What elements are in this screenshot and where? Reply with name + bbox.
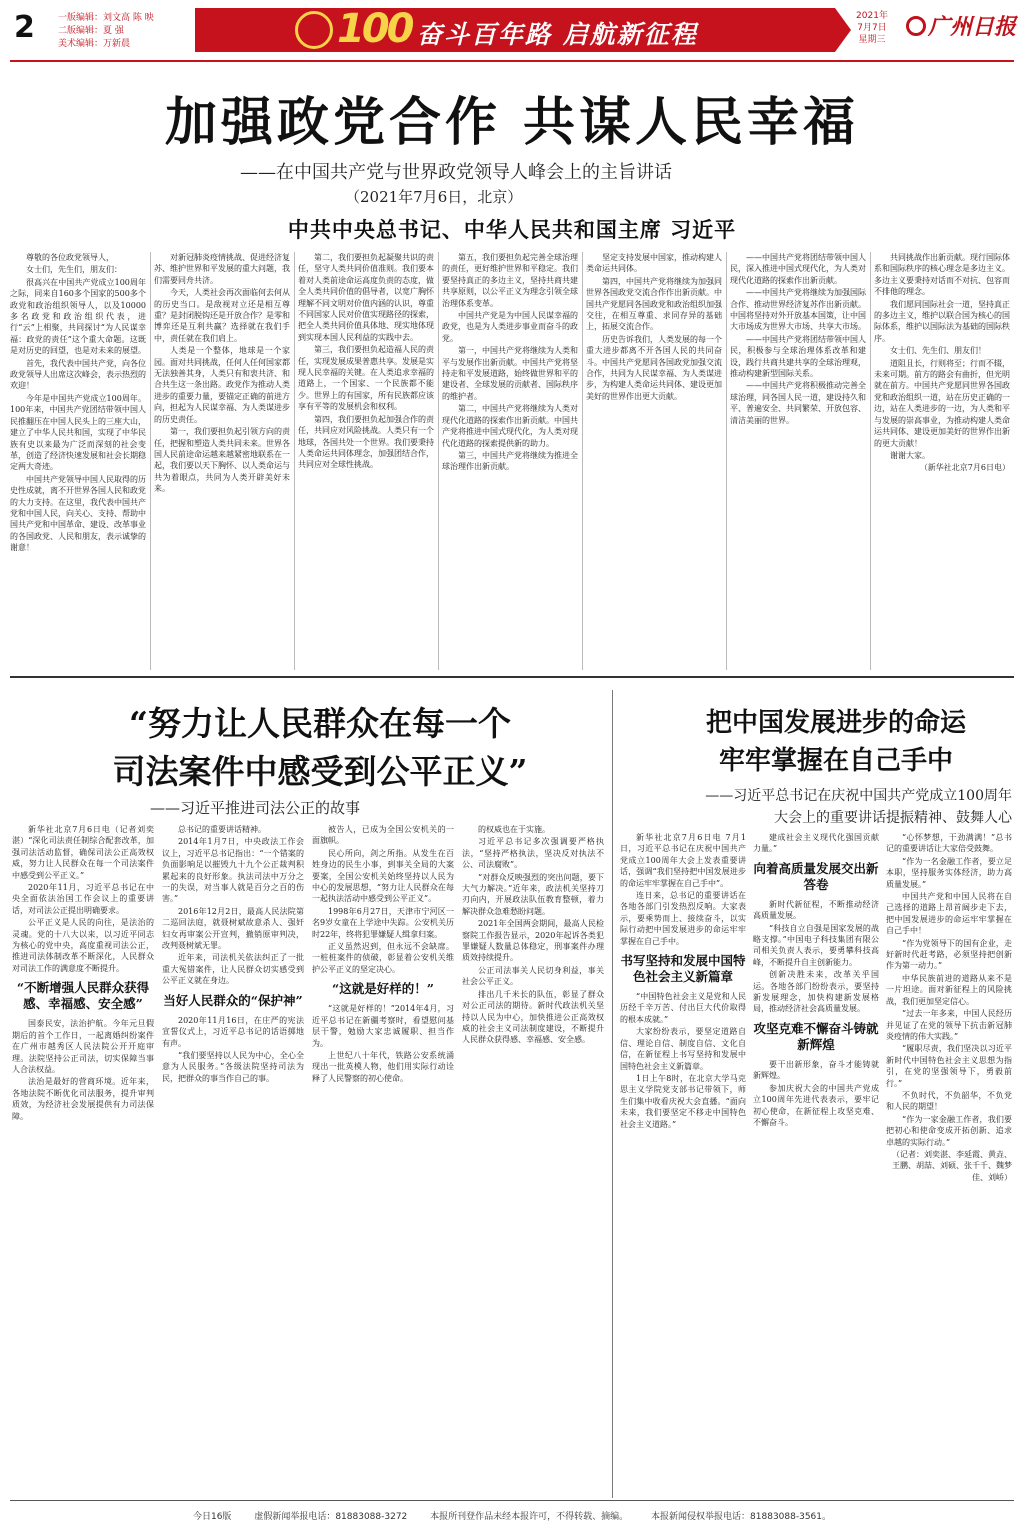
- paragraph: ——中国共产党将团结带领中国人民，深入推进中国式现代化，为人类对现代化道路的探索作出新贡献。: [730, 253, 866, 285]
- paragraph: “我们要坚持以人民为中心，全心全意为人民服务。”各级法院坚持司法为民，把群众的事当作自己的事。: [162, 1050, 304, 1083]
- paragraph: ——中国共产党将继续为加强国际合作、推动世界经济复苏作出新贡献。中国将坚持对外开放基本国策，让中国大市场成为世界大市场、共享大市场。: [730, 288, 866, 332]
- section-subhead: “不断增强人民群众获得感、幸福感、安全感”: [16, 980, 150, 1012]
- paragraph: 第一，我们要担负起引领方向的责任，把握和塑造人类共同未来。世界各国人民前途命运越来越紧密地联系在一起，我们要以天下胸怀、以人类命运与共为着眼点，共同为人类开辟美好未来。: [154, 427, 290, 494]
- editor-line: 二版编辑：夏 强: [58, 26, 124, 36]
- header-divider: [10, 60, 1014, 62]
- paragraph: 第二，我们要担负起凝聚共识的责任，坚守人类共同价值准则。我们要本着对人类前途命运高度负责的态度，做全人类共同价值的倡导者，以宽广胸怀理解不同文明对价值内涵的认识，尊重不同国家人民对价值实现路径的探索，把全人类共同价值具体地、现实地体现到实现本国人民利益的实践中去。: [298, 253, 434, 342]
- paragraph: 2020年11月，习近平总书记在中央全面依法治国工作会议上的重要讲话，对司法公正提出明确要求。: [12, 883, 154, 915]
- paragraph: “作为一家金融工作者，我们要把初心和使命变成开拓创新、追求卓越的实际行动。”: [886, 1114, 1012, 1147]
- text-column: [442, 252, 578, 670]
- paragraph: ——中国共产党将积极推动完善全球治理，同各国人民一道，建设持久和平、普遍安全、共同繁荣、开放包容、清洁美丽的世界。: [730, 381, 866, 425]
- centenary-number: 100: [337, 6, 412, 52]
- paragraph: 历史告诉我们，人类发展的每一个重大进步都离不开各国人民的共同奋斗。中国共产党愿同各国政党加强交流合作，共同为人民谋幸福、为人类谋进步，为构建人类命运共同体、建设更加美好的世界作出更大贡献。: [586, 334, 722, 401]
- banner-slogan: 奋斗百年路 启航新征程: [417, 20, 698, 49]
- paragraph: 新华社北京7月6日电（记者刘奕湛）“深化司法责任制综合配套改革，加强司法活动监督，确保司法公正高效权威，努力让人民群众在每一个司法案件中感受到公平正义。”: [12, 825, 154, 880]
- paragraph: “科技自立自强是国家发展的战略支撑。”中国电子科技集团有限公司相关负责人表示，要勇攀科技高峰，不断提升自主创新能力。: [753, 923, 879, 967]
- section-subhead: 书写坚持和发展中国特色社会主义新篇章: [620, 953, 746, 985]
- paragraph: 排出几千米长的队伍，彰显了群众对公正司法的期待。新时代政法机关坚持以人民为中心，加快推进公正高效权威的社会主义司法制度建设，不断提升人民群众获得感、幸福感、安全感。: [462, 989, 604, 1045]
- editor-credits: [58, 12, 178, 51]
- paragraph: 习近平总书记多次强调要严格执法，“坚持严格执法，坚决反对执法不公、司法腐败”。: [462, 837, 604, 870]
- text-column: [154, 252, 290, 670]
- paragraph: “作为党领导下的国有企业，走好新时代赶考路，必须坚持把创新作为第一动力。”: [886, 938, 1012, 971]
- paragraph: 上世纪八十年代，铁路公安系统涌现出一批英模人物，他们用实际行动诠释了人民警察的初心使命。: [312, 1050, 454, 1083]
- section-subhead: 向着高质量发展交出新答卷: [753, 860, 879, 892]
- source-credit: （记者：刘奕湛、李延霞、黄垚、王鹏、胡喆、刘硕、张千千、魏梦佳、刘峤）: [892, 1149, 1012, 1182]
- logo-icon: [906, 16, 926, 36]
- paragraph: 我们愿同国际社会一道，坚持真正的多边主义，维护以联合国为核心的国际体系，维护以国际法为基础的国际秩序。: [874, 299, 1010, 343]
- editor-line: 一版编辑：刘文高 陈 映: [58, 13, 154, 23]
- article3-headline: 把中国发展进步的命运 牢牢掌握在自己手中: [705, 708, 966, 776]
- main-dateline: （2021年7月6日，北京）: [345, 188, 523, 206]
- paragraph: 1日上午8时，在北京大学马克思主义学院党支部书记带领下，师生们集中收看庆祝大会直播。“面向未来，我们要坚定不移走中国特色社会主义道路。”: [620, 1073, 746, 1129]
- main-subtitle: ——在中国共产党与世界政党领导人峰会上的主旨讲话: [240, 162, 672, 183]
- text-column: [730, 252, 866, 670]
- text-column: [886, 832, 1012, 1496]
- column-rule: [726, 252, 727, 670]
- paragraph: 民心所向，剑之所指。从发生在百姓身边的民生小事，到事关全局的大案要案，全国公安机关始终坚持以人民为中心的发展思想，“努力让人民群众在每一起执法活动中感受到公平正义”。: [312, 848, 454, 904]
- paragraph: 谢谢大家。: [890, 450, 930, 460]
- paragraph: 法治是最好的营商环境。近年来，各地法院不断优化司法服务，提升审判质效，为经济社会发展提供有力司法保障。: [12, 1077, 154, 1121]
- paragraph: 女士们，先生们，朋友们：: [26, 265, 122, 275]
- paragraph: 道阻且长，行则将至；行而不辍，未来可期。前方的路会有曲折，但光明就在前方。中国共产党愿同世界各国政党和政治组织一道，站在历史正确的一边，站在人类进步的一边，为人类和平与发展的崇高事业，为推动构建人类命运共同体、建设更加美好的世界作出新的更大贡献！: [874, 358, 1010, 448]
- text-column: [312, 824, 454, 1496]
- text-column: [620, 832, 746, 1496]
- paragraph: “中国特色社会主义是党和人民历经千辛万苦、付出巨大代价取得的根本成就。”: [620, 992, 746, 1024]
- paragraph: 第三，我们要担负起造福人民的责任，实现发展成果普惠共享。发展是实现人民幸福的关键。在人类追求幸福的道路上，一个国家、一个民族都不能少。世界上的有国家，所有民族都应该享有平等的发展机会和权利。: [298, 345, 434, 412]
- footer-pages: 今日16版: [192, 1512, 232, 1522]
- text-column: [298, 252, 434, 670]
- paragraph: 第四，我们要担负起加强合作的责任，共同应对风险挑战。人类只有一个地球，各国共处一个世界。我们要秉持人类命运共同体理念，加强团结合作，共同应对全球性挑战。: [298, 414, 434, 470]
- column-rule: [294, 252, 295, 670]
- text-column: [462, 824, 604, 1496]
- text-column: [10, 252, 146, 670]
- paragraph: 新时代新征程，不断推动经济高质量发展。: [753, 899, 879, 921]
- paragraph: “这就是好样的！”2014年4月，习近平总书记在新疆考察时，看望慰问基层干警，勉励大家忠诚履职、担当作为。: [312, 1004, 454, 1048]
- paragraph: 女士们、先生们、朋友们！: [890, 346, 986, 356]
- paragraph: 坚定支持发展中国家，推动构建人类命运共同体。: [586, 253, 722, 274]
- paragraph: 不负时代，不负韶华，不负党和人民的期望！: [886, 1090, 1012, 1112]
- footer-copyright: 本报所刊登作品未经本报许可，不得转载、摘编。: [430, 1512, 629, 1522]
- page-footer: [10, 1509, 1014, 1522]
- paragraph: 创新决胜未来，改革关乎国运。各地各部门纷纷表示，要坚持新发展理念，加快构建新发展格局，推动经济社会高质量发展。: [753, 970, 879, 1014]
- paragraph: 中国共产党领导中国人民取得的历史性成就，离不开世界各国人民和政党的大力支持。在这里，我代表中国共产党和中国人民，向关心、支持、帮助中国共产党和中国革命、建设、改革事业的各国政党、人民和朋友，表示诚挚的谢意！: [10, 474, 146, 553]
- paragraph: 近年来，司法机关依法纠正了一批重大冤错案件，让人民群众切实感受到公平正义就在身边。: [162, 953, 304, 986]
- column-rule: [870, 252, 871, 670]
- paragraph: 第五，我们要担负起完善全球治理的责任，更好维护世界和平稳定。我们要坚持真正的多边主义，坚持共商共建共享原则，以公平正义为理念引领全球治理体系变革。: [442, 253, 578, 308]
- paragraph: “过去一年多来，中国人民经历并见证了在党的领导下抗击新冠肺炎疫情的伟大实践。”: [886, 1009, 1012, 1041]
- editor-line: 美术编辑：万新晨: [58, 39, 131, 49]
- paragraph: 2014年1月7日，中央政法工作会议上，习近平总书记指出：“一个错案的负面影响足以摧毁九十九个公正裁判积累起来的良好形象。执法司法中万分之一的失误，对当事人就是百分之百的伤害。”: [162, 837, 304, 904]
- section-divider: [10, 676, 1014, 678]
- paragraph: 2020年11月16日，在庄严的宪法宣誓仪式上，习近平总书记的话语掷地有声。: [162, 1015, 304, 1048]
- main-headline: 加强政党合作 共谋人民幸福: [164, 93, 860, 153]
- article2-headline: “努力让人民群众在每一个 司法案件中感受到公平正义”: [112, 704, 528, 791]
- page-header: [0, 0, 1024, 62]
- paragraph: 人类是一个整体，地球是一个家园。面对共同挑战，任何人任何国家都无法独善其身，人类只有和衷共济、和合共生这一条出路。政党作为推动人类进步的重要力量，要锚定正确的前进方向，担起为人民谋幸福、为人类谋进步的历史责任。: [154, 346, 290, 424]
- newspaper-logo: [906, 10, 1016, 41]
- paragraph: 尊敬的各位政党领导人，: [26, 253, 114, 262]
- paragraph: 要干出新形象，奋斗才能铸就新辉煌。: [753, 1059, 879, 1081]
- paragraph: 连日来，总书记的重要讲话在各地各部门引发热烈反响。大家表示，要乘势而上、接续奋斗，以实际行动把中国发展进步的命运牢牢掌握在自己手中。: [620, 891, 746, 946]
- paragraph: 总书记的重要讲话精神。: [178, 825, 266, 834]
- paragraph: 新华社北京7月6日电 7月1日，习近平总书记在庆祝中国共产党成立100周年大会上发表重要讲话，强调“我们坚持把中国发展进步的命运牢牢掌握在自己手中”。: [620, 833, 746, 888]
- paragraph: 第三，中国共产党将继续为推进全球治理作出新贡献。: [442, 450, 578, 472]
- paragraph: ——中国共产党将团结带领中国人民，积极参与全球治理体系改革和建设，践行共商共建共享的全球治理观，推动构建新型国际关系。: [730, 334, 866, 379]
- column-rule: [150, 252, 151, 670]
- text-column: [753, 832, 879, 1496]
- text-column: [12, 824, 154, 1496]
- page-number: 2: [14, 10, 35, 45]
- paragraph: 首先，我代表中国共产党，向各位政党领导人出席这次峰会，表示热烈的欢迎！: [10, 358, 146, 391]
- paragraph: 中国共产党和中国人民将在自己选择的道路上昂首阔步走下去，把中国发展进步的命运牢牢掌握在自己手中！: [886, 892, 1012, 936]
- paragraph: 今天，人类社会再次面临何去何从的历史当口。是敌视对立还是相互尊重？是封闭脱钩还是开放合作？是零和博弈还是互利共赢？选择就在我们手中，责任就在我们肩上。: [154, 288, 290, 343]
- paragraph: 今年是中国共产党成立100周年。100年来，中国共产党团结带领中国人民推翻压在中国人民头上的三座大山，建立了中华人民共和国，实现了中华民族有史以来最为广泛而深刻的社会变革，创造了经济快速发展和社会长期稳定两大奇迹。: [10, 393, 146, 472]
- paragraph: 参加庆祝大会的中国共产党成立100周年先进代表表示，要牢记初心使命，在新征程上攻坚克难、不懈奋斗。: [753, 1083, 879, 1127]
- main-author: 中共中央总书记、中华人民共和国主席 习近平: [287, 217, 737, 242]
- paragraph: 建成社会主义现代化强国贡献力量。”: [753, 833, 879, 854]
- paragraph: 公正司法事关人民切身利益，事关社会公平正义。: [462, 965, 604, 987]
- footer-tip: 本报新闻侵权举报电话：81883088-3561。: [651, 1512, 832, 1522]
- party-emblem-icon: [295, 11, 333, 49]
- paragraph: 正义虽然迟到，但永远不会缺席。一桩桩案件的侦破，彰显着公安机关维护公平正义的坚定决心。: [312, 942, 454, 974]
- issue-date: 2021年 7月7日 星期三: [856, 11, 888, 45]
- paragraph: 第四，中国共产党将继续为加强同世界各国政党交流合作作出新贡献。中国共产党愿同各国政党和政治组织加强交往，在相互尊重、求同存异的基础上，拓展交流合作。: [586, 276, 722, 332]
- paragraph: 公平正义是人民的向往，是法治的灵魂。党的十八大以来，以习近平同志为核心的党中央，高度重视司法公正，推进司法体制改革不断深化，人民群众对司法工作的满意度不断提升。: [12, 918, 154, 973]
- text-column: [874, 252, 1010, 670]
- paragraph: 1998年6月27日，天津市宁河区一名9岁女童在上学途中失踪。公安机关历时22年，终将犯罪嫌疑人缉拿归案。: [312, 906, 454, 939]
- article2-subtitle: ——习近平推进司法公正的故事: [150, 799, 361, 817]
- section-subhead: 攻坚克难不懈奋斗铸就新辉煌: [753, 1020, 879, 1052]
- footer-hotline: 虚假新闻举报电话：81883088-3272: [254, 1512, 408, 1522]
- logo-text: 广州日报: [928, 14, 1017, 40]
- paragraph: 很高兴在中国共产党成立100周年之际，同来自160多个国家的500多个政党和政治组织领导人，以及10000多名政党和政治组织代表，进行“云”上相聚，共同探讨“为人民谋幸福：政党的责任”这个重大命题。这既是对历史的回望，也是对未来的展望。: [10, 277, 146, 356]
- paragraph: 大家纷纷表示，要坚定道路自信、理论自信、制度自信、文化自信，在新征程上书写坚持和发展中国特色社会主义新篇章。: [620, 1027, 746, 1071]
- paragraph: “履职尽责，我们坚决以习近平新时代中国特色社会主义思想为指引，在党的坚强领导下，勇毅前行。”: [886, 1044, 1012, 1088]
- paragraph: 2021年全国两会期间，最高人民检察院工作报告显示，2020年起诉各类犯罪嫌疑人数量总体稳定，刑事案件办理质效持续提升。: [462, 919, 604, 963]
- section-subhead: 当好人民群众的“保护神”: [163, 992, 303, 1008]
- paragraph: 的权威也在于实施。: [478, 825, 550, 834]
- paragraph: 对新冠肺炎疫情挑战、促进经济复苏、维护世界和平发展的重大问题，我们需要同舟共济。: [154, 253, 290, 285]
- paragraph: “心怀梦想，干劲满满！”总书记的重要讲话让大家倍受鼓舞。: [886, 833, 1012, 854]
- column-rule: [582, 252, 583, 670]
- source-credit: （新华社北京7月6日电）: [919, 463, 1010, 473]
- paragraph: 共同挑战作出新贡献。现行国际体系和国际秩序的核心理念是多边主义。多边主义要秉持对话而不对抗、包容而不排他的理念。: [874, 253, 1010, 297]
- banner: [195, 8, 835, 52]
- paragraph: 国泰民安，法治护航。今年元旦假期后的首个工作日，一起离婚纠纷案件在广州市越秀区人民法院公开开庭审理。法院坚持公正司法，切实保障当事人合法权益。: [12, 1019, 154, 1074]
- text-column: [586, 252, 722, 670]
- paragraph: “作为一名金融工作者，要立足本职，坚持服务实体经济，助力高质量发展。”: [886, 856, 1012, 889]
- paragraph: “对群众反映强烈的突出问题，要下大气力解决。”近年来，政法机关坚持刀刃向内，开展政法队伍教育整顿，着力解决群众急难愁盼问题。: [462, 872, 604, 916]
- article3-subtitle: ——习近平总书记在庆祝中国共产党成立100周年 大会上的重要讲话提振精神、鼓舞人心: [705, 788, 1012, 826]
- section-subhead: “这就是好样的！”: [332, 981, 434, 997]
- column-rule: [438, 252, 439, 670]
- paragraph: 被告人，已成为全国公安机关的一面旗帜。: [312, 825, 454, 846]
- text-column: [162, 824, 304, 1496]
- paragraph: 中国共产党是为中国人民谋幸福的政党，也是为人类进步事业而奋斗的政党。: [442, 311, 578, 343]
- paragraph: 2016年12月2日，最高人民法院第二巡回法庭，就聂树斌故意杀人、强奸妇女再审案公开宣判，撤销原审判决，改判聂树斌无罪。: [162, 906, 304, 951]
- paragraph: 第二，中国共产党将继续为人类对现代化道路的探索作出新贡献。中国共产党将推进中国式现代化，为人类对现代化道路的探索提供新的助力。: [442, 404, 578, 448]
- paragraph: 中华民族前进的道路从来不是一片坦途。面对新征程上的风险挑战，我们更加坚定信心。: [886, 973, 1012, 1006]
- paragraph: 第一，中国共产党将继续为人类和平与发展作出新贡献。中国共产党将坚持走和平发展道路，始终做世界和平的建设者、全球发展的贡献者、国际秩序的维护者。: [442, 346, 578, 401]
